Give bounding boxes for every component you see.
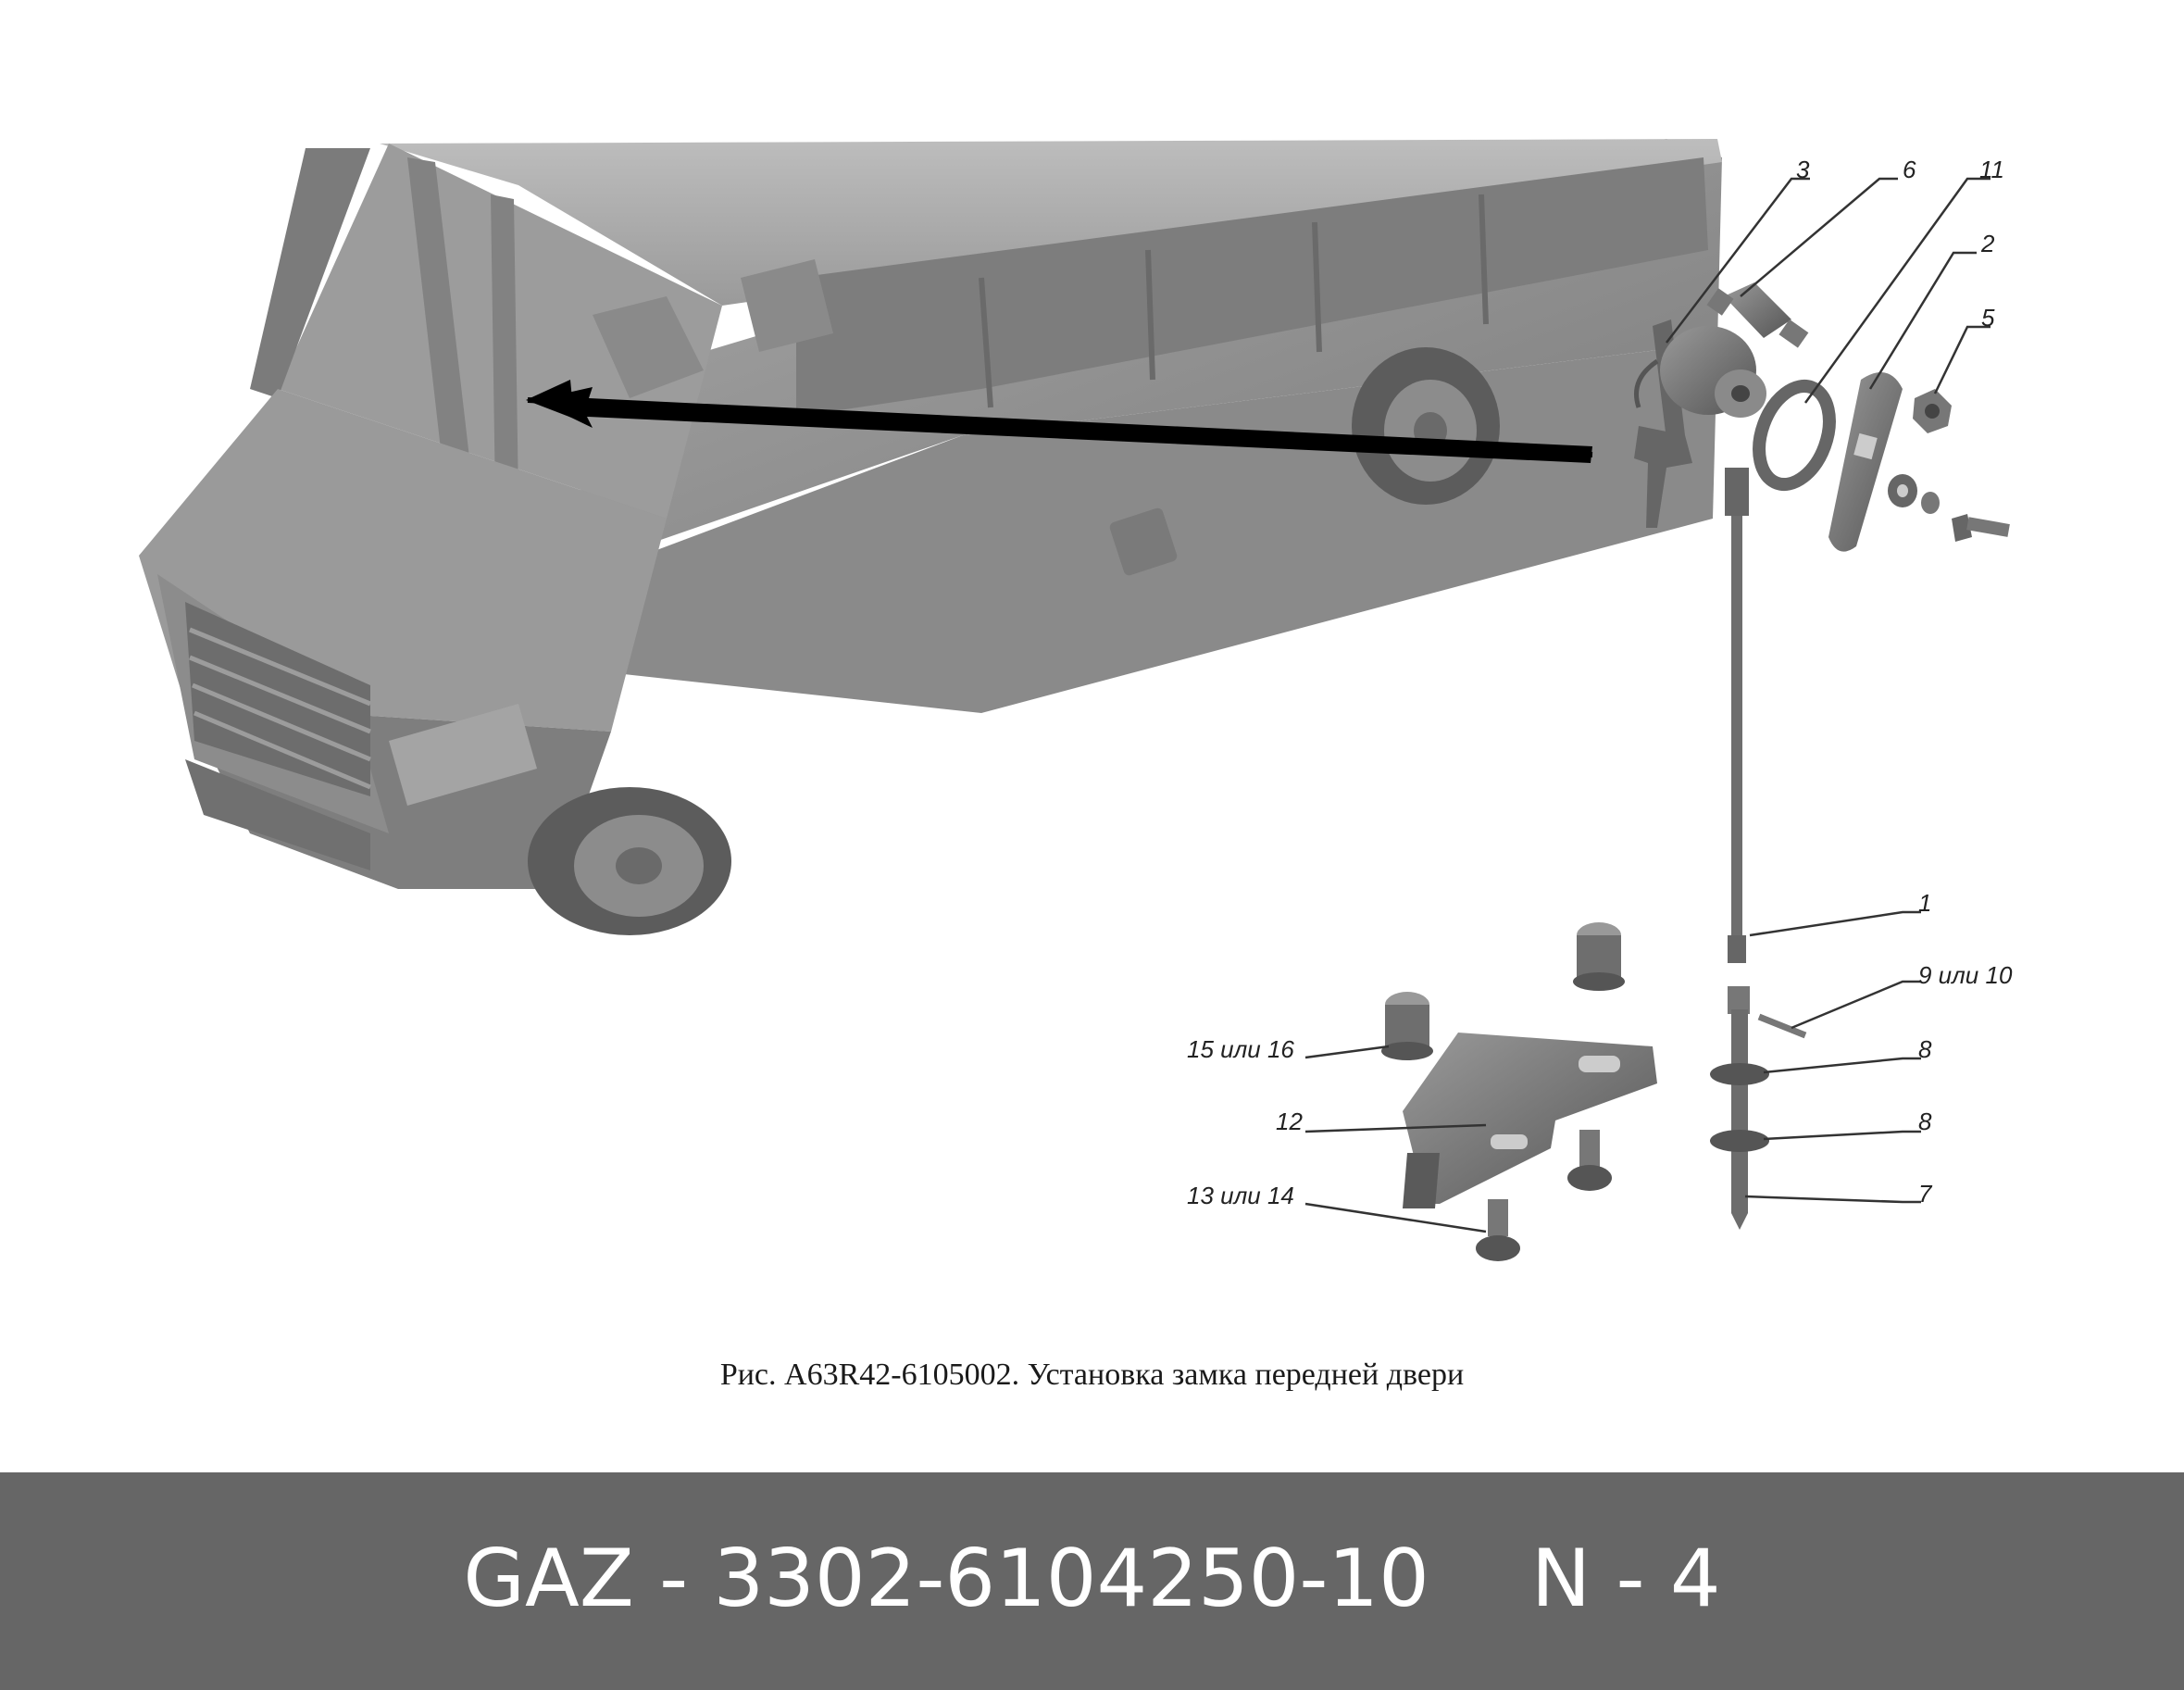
position-label: N - 4 xyxy=(1530,1533,1721,1625)
callout-5: 5 xyxy=(1981,304,1995,332)
callout-9-or-10: 9 или 10 xyxy=(1918,961,2013,989)
callout-15-or-16: 15 или 16 xyxy=(1187,1035,1294,1063)
callout-8-lower: 8 xyxy=(1918,1108,1932,1135)
minibus-illustration xyxy=(139,139,1722,935)
washer-bolt-parts xyxy=(1888,474,2010,542)
callout-8-upper: 8 xyxy=(1918,1035,1932,1063)
pin-part xyxy=(1710,986,1805,1230)
callout-3: 3 xyxy=(1796,156,1810,183)
callout-7: 7 xyxy=(1918,1180,1932,1208)
callout-1: 1 xyxy=(1918,889,1932,917)
callout-2: 2 xyxy=(1981,230,1995,257)
callout-6: 6 xyxy=(1903,156,1916,183)
callout-12: 12 xyxy=(1276,1108,1303,1135)
rod-part xyxy=(1725,468,1749,963)
footer-text xyxy=(0,1533,2184,1625)
callout-13-or-14: 13 или 14 xyxy=(1187,1182,1294,1209)
part-number: GAZ - 3302-6104250-10 xyxy=(463,1533,1429,1625)
bracket-part xyxy=(1403,1033,1657,1208)
nut-part xyxy=(1913,389,1952,433)
figure-caption: Рис. А63R42-6105002. Установка замка передней двери xyxy=(719,1358,1465,1392)
mounting-plate-part xyxy=(1828,372,1903,552)
callout-11: 11 xyxy=(1979,156,2004,183)
footer-bar xyxy=(0,1472,2184,1690)
